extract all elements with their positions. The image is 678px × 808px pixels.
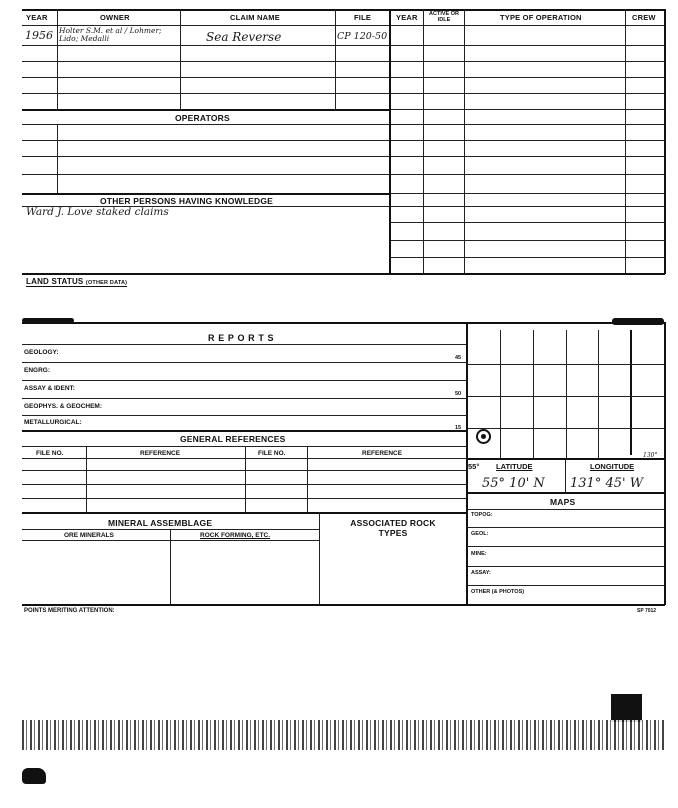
ref-reference-2: REFERENCE <box>362 450 403 457</box>
metallurgical-label: METALLURGICAL: <box>24 419 82 426</box>
corner-blot <box>22 768 46 784</box>
maps-mine: MINE: <box>471 551 487 557</box>
entry-claim-name: Sea Reverse <box>206 30 282 44</box>
geology-label: GEOLOGY: <box>24 349 59 356</box>
ore-minerals-label: ORE MINERALS <box>64 532 114 539</box>
ref-file-no-2: FILE NO. <box>258 450 286 457</box>
assay-ident-label: ASSAY & IDENT: <box>24 385 75 392</box>
right-year-header: YEAR <box>396 13 418 22</box>
crew-header: CREW <box>632 13 656 22</box>
black-mark <box>611 694 642 722</box>
reports-title: R E P O R T S <box>208 333 275 343</box>
maps-topog: TOPOG: <box>471 512 493 518</box>
longitude-label: LONGITUDE <box>590 462 635 471</box>
lat-prefix: 55° <box>468 462 480 471</box>
points-meriting-attention-label: POINTS MERITING ATTENTION: <box>24 608 115 614</box>
location-circle-icon <box>476 429 491 444</box>
other-persons-title: OTHER PERSONS HAVING KNOWLEDGE <box>100 196 274 206</box>
ref-file-no-1: FILE NO. <box>36 450 64 457</box>
maps-assay: ASSAY: <box>471 570 491 576</box>
file-header: FILE <box>354 13 372 22</box>
scan-noise-band <box>22 720 664 750</box>
operators-title: OPERATORS <box>175 113 230 123</box>
claim-name-header: CLAIM NAME <box>230 13 280 22</box>
mineral-assemblage-title: MINERAL ASSEMBLAGE <box>108 518 213 528</box>
owner-header: OWNER <box>100 13 130 22</box>
general-references-title: GENERAL REFERENCES <box>180 434 286 444</box>
type-of-operation-header: TYPE OF OPERATION <box>500 13 582 22</box>
longitude-value: 131° 45' W <box>570 476 644 491</box>
latitude-label: LATITUDE <box>496 462 533 471</box>
entry-owner: Holter S.M. et al / Lohmer; Lido; Medalli <box>59 26 162 43</box>
longitude-note: 130° <box>643 452 658 459</box>
assay-ident-num: 50 <box>455 391 462 397</box>
entry-file: CP 120-50 <box>337 31 388 42</box>
ref-reference-1: REFERENCE <box>140 450 181 457</box>
maps-geol: GEOL: <box>471 531 489 537</box>
latitude-value: 55° 10' N <box>482 476 545 491</box>
engrg-label: ENGRG: <box>24 367 50 374</box>
geophys-label: GEOPHYS. & GEOCHEM: <box>24 403 103 410</box>
year-header: YEAR <box>26 13 48 22</box>
rock-forming-label: ROCK FORMING, ETC. <box>200 532 271 539</box>
metallurgical-num: 15 <box>455 425 462 431</box>
form-number: SP 7012 <box>637 608 657 614</box>
land-status-label: LAND STATUS (OTHER DATA) <box>26 277 128 286</box>
other-persons-entry: Ward J. Love staked claims <box>26 206 169 218</box>
maps-title: MAPS <box>550 497 576 507</box>
associated-rock-types: ASSOCIATED ROCK TYPES <box>350 518 436 538</box>
geology-num: 45 <box>455 355 462 361</box>
maps-other: OTHER (& PHOTOS) <box>471 589 525 595</box>
entry-year: 1956 <box>25 29 53 42</box>
active-idle-header: ACTIVE OR IDLE <box>429 11 459 23</box>
